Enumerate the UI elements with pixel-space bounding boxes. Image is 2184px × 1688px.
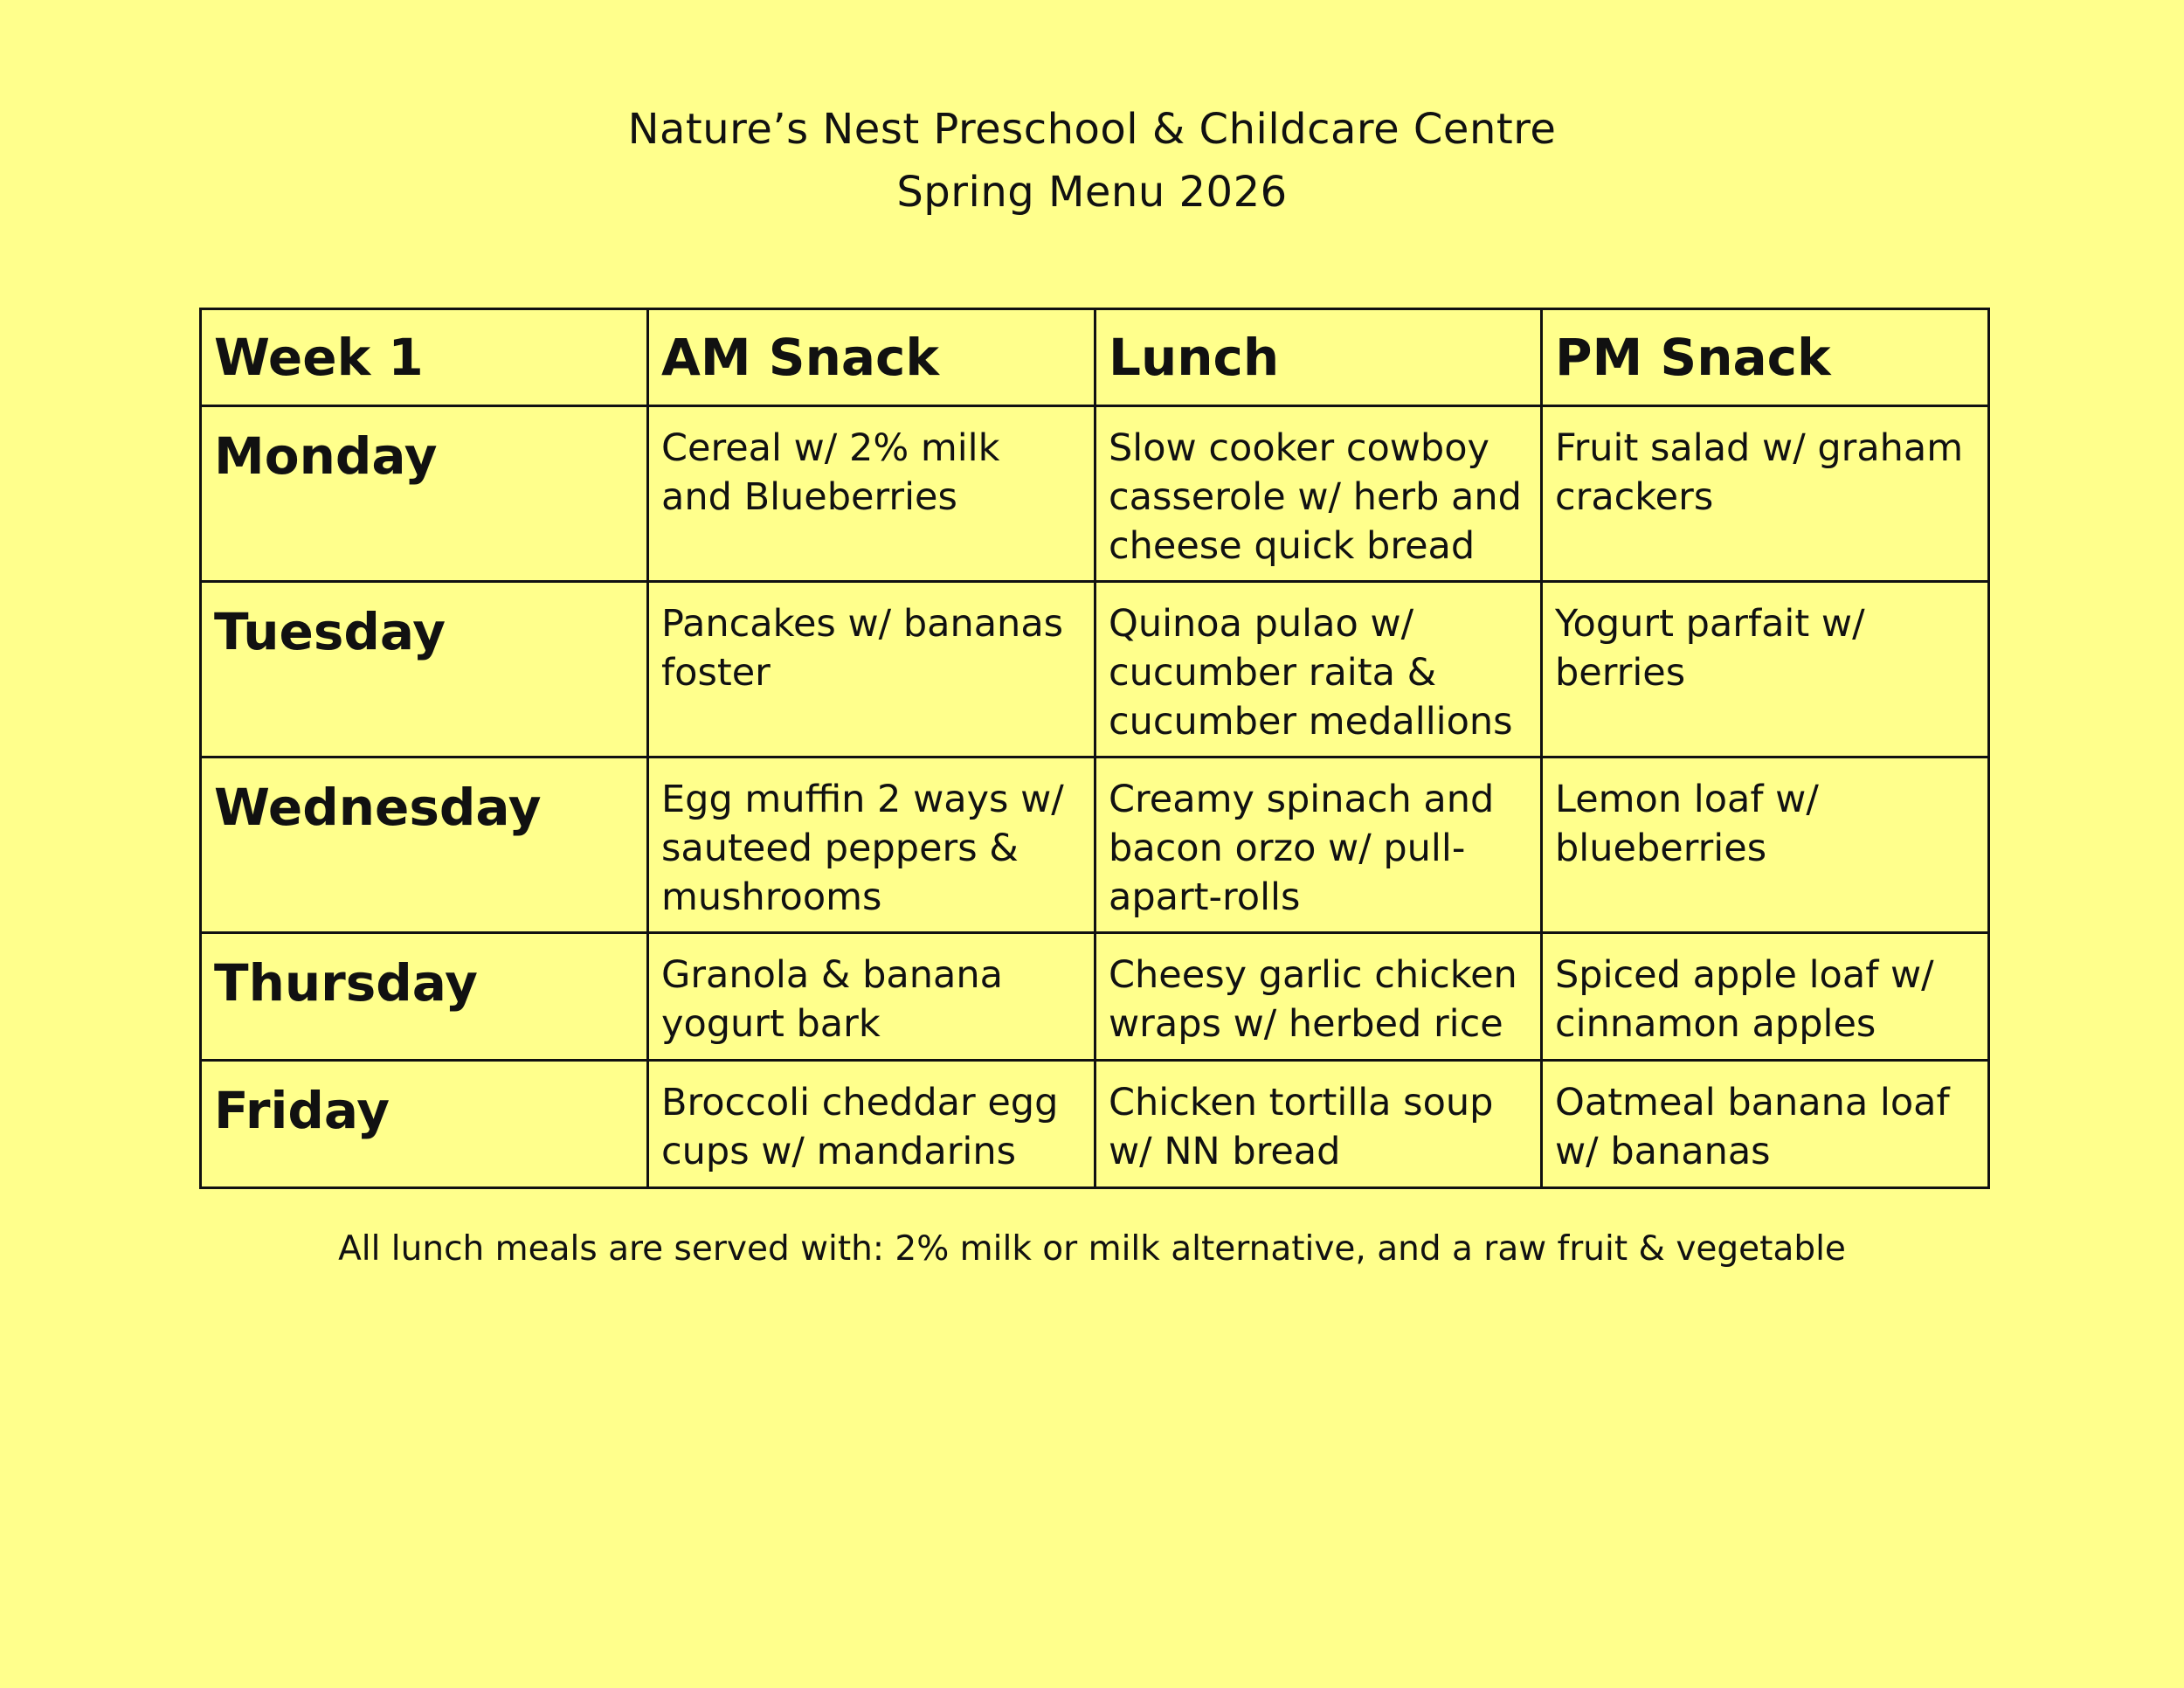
pm-snack-cell: Spiced apple loaf w/ cinnamon apples <box>1542 933 1989 1061</box>
am-snack-cell: Broccoli cheddar egg cups w/ mandarins <box>648 1061 1095 1188</box>
column-header-am-snack: AM Snack <box>648 309 1095 406</box>
column-header-lunch: Lunch <box>1095 309 1542 406</box>
am-snack-cell: Pancakes w/ bananas foster <box>648 582 1095 758</box>
column-header-week: Week 1 <box>201 309 648 406</box>
am-snack-cell: Granola & banana yogurt bark <box>648 933 1095 1061</box>
day-label: Friday <box>201 1061 648 1188</box>
pm-snack-cell: Oatmeal banana loaf w/ bananas <box>1542 1061 1989 1188</box>
table-row <box>201 758 1989 933</box>
pm-snack-cell: Yogurt parfait w/ berries <box>1542 582 1989 758</box>
lunch-cell: Cheesy garlic chicken wraps w/ herbed rice <box>1095 933 1542 1061</box>
day-label: Monday <box>201 406 648 582</box>
table-row <box>201 582 1989 758</box>
pm-snack-cell: Lemon loaf w/ blueberries <box>1542 758 1989 933</box>
lunch-cell: Quinoa pulao w/ cucumber raita & cucumber medallions <box>1095 582 1542 758</box>
lunch-cell: Slow cooker cowboy casserole w/ herb and cheese quick bread <box>1095 406 1542 582</box>
lunch-cell: Creamy spinach and bacon orzo w/ pull-apart-rolls <box>1095 758 1542 933</box>
day-label: Tuesday <box>201 582 648 758</box>
pm-snack-cell: Fruit salad w/ graham crackers <box>1542 406 1989 582</box>
page-subtitle: Spring Menu 2026 <box>896 168 1288 217</box>
footnote: All lunch meals are served with: 2% milk or milk alternative, and a raw fruit & vegetable <box>338 1229 1846 1269</box>
am-snack-cell: Egg muffin 2 ways w/ sauteed peppers & mushrooms <box>648 758 1095 933</box>
menu-table <box>199 308 1990 1189</box>
am-snack-cell: Cereal w/ 2% milk and Blueberries <box>648 406 1095 582</box>
table-row <box>201 406 1989 582</box>
table-header-row <box>201 309 1989 406</box>
page-header <box>0 98 2184 224</box>
day-label: Thursday <box>201 933 648 1061</box>
column-header-pm-snack: PM Snack <box>1542 309 1989 406</box>
table-row <box>201 1061 1989 1188</box>
table-row <box>201 933 1989 1061</box>
day-label: Wednesday <box>201 758 648 933</box>
lunch-cell: Chicken tortilla soup w/ NN bread <box>1095 1061 1542 1188</box>
page-title: Nature’s Nest Preschool & Childcare Centre <box>627 105 1557 154</box>
